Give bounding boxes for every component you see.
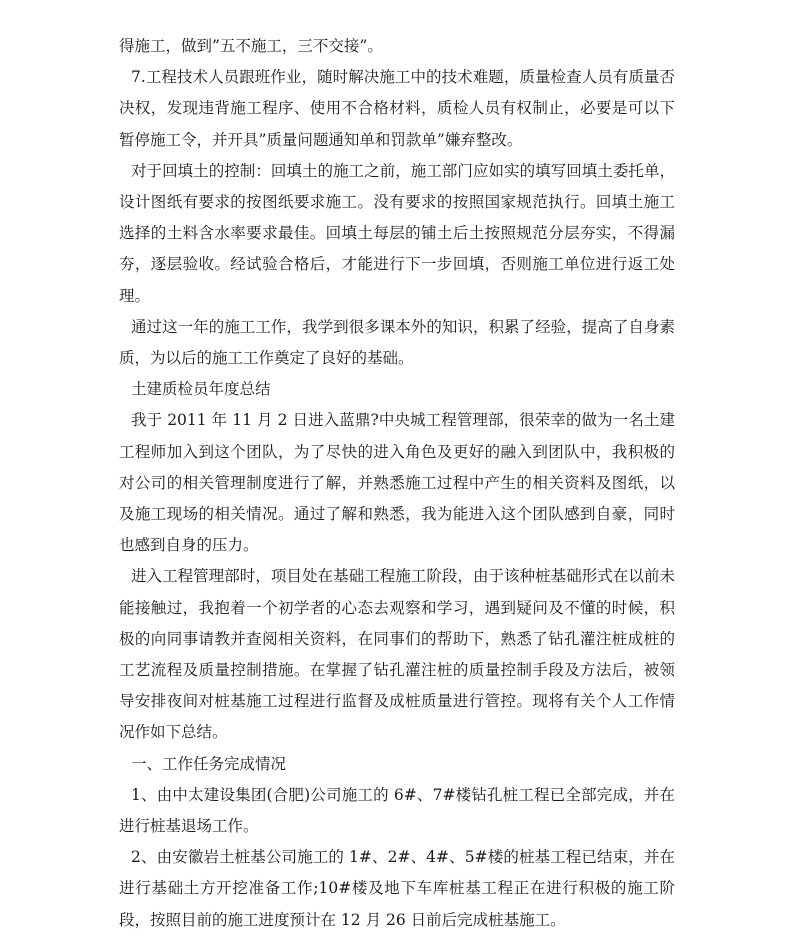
paragraph-7: 1、由中太建设集团(合肥)公司施工的 6#、7#楼钻孔桩工程已全部完成，并在进行桩基退场工作。 — [119, 785, 675, 836]
paragraph-2: 7.工程技术人员跟班作业，随时解决施工中的技术难题，质量检查人员有质量否决权，发现违背施工程序、使用不合格材料，质检人员有权制止，必要是可以下暂停施工令，并开具”质量问题通知单和罚款单”嫌弃整改。 — [119, 68, 675, 149]
document-page — [119, 0, 675, 936]
paragraph-4: 通过这一年的施工工作，我学到很多课本外的知识，积累了经验，提高了自身素质，为以后的施工工作奠定了良好的基础。 — [119, 317, 675, 368]
paragraph-1: 得施工，做到”五不施工，三不交接”。 — [119, 37, 383, 55]
paragraph-8: 2、由安徽岩土桩基公司施工的 1#、2#、4#、5#楼的桩基工程已结束，并在进行基础土方开挖准备工作;10#楼及地下车库桩基工程正在进行积极的施工阶段，按照目前的施工进度预计在 12 月 26 日前后完成桩基施工。 — [119, 848, 675, 929]
section-heading: 土建质检员年度总结 — [131, 380, 271, 399]
paragraph-5: 我于 2011 年 11 月 2 日进入蓝鼎?中央城工程管理部，很荣幸的做为一名土建工程师加入到这个团队，为了尽快的进入角色及更好的融入到团队中，我积极的对公司的相关管理制度进行了解，并熟悉施工过程中产生的相关资料及图纸，以及施工现场的相关情况。通过了解和熟悉，我为能进入这个团队感到自豪，同时也感到自身的压力。 — [119, 411, 675, 555]
subsection-heading: 一、工作任务完成情况 — [131, 754, 287, 773]
paragraph-6: 进入工程管理部时，项目处在基础工程施工阶段，由于该种桩基础形式在以前未能接触过，我抱着一个初学者的心态去观察和学习，遇到疑问及不懂的时候，积极的向同事请教并查阅相关资料，在同事们的帮助下，熟悉了钻孔灌注桩成桩的工艺流程及质量控制措施。在掌握了钻孔灌注桩的质量控制手段及方法后，被领导安排夜间对桩基施工过程进行监督及成桩质量进行管控。现将有关个人工作情况作如下总结。 — [119, 567, 675, 742]
paragraph-3: 对于回填土的控制：回填土的施工之前，施工部门应如实的填写回填土委托单，设计图纸有要求的按图纸要求施工。没有要求的按照国家规范执行。回填土施工选择的土料含水率要求最佳。回填土每层的铺土后土按照规范分层夯实，不得漏夯，逐层验收。经试验合格后，才能进行下一步回填，否则施工单位进行返工处理。 — [119, 161, 675, 305]
